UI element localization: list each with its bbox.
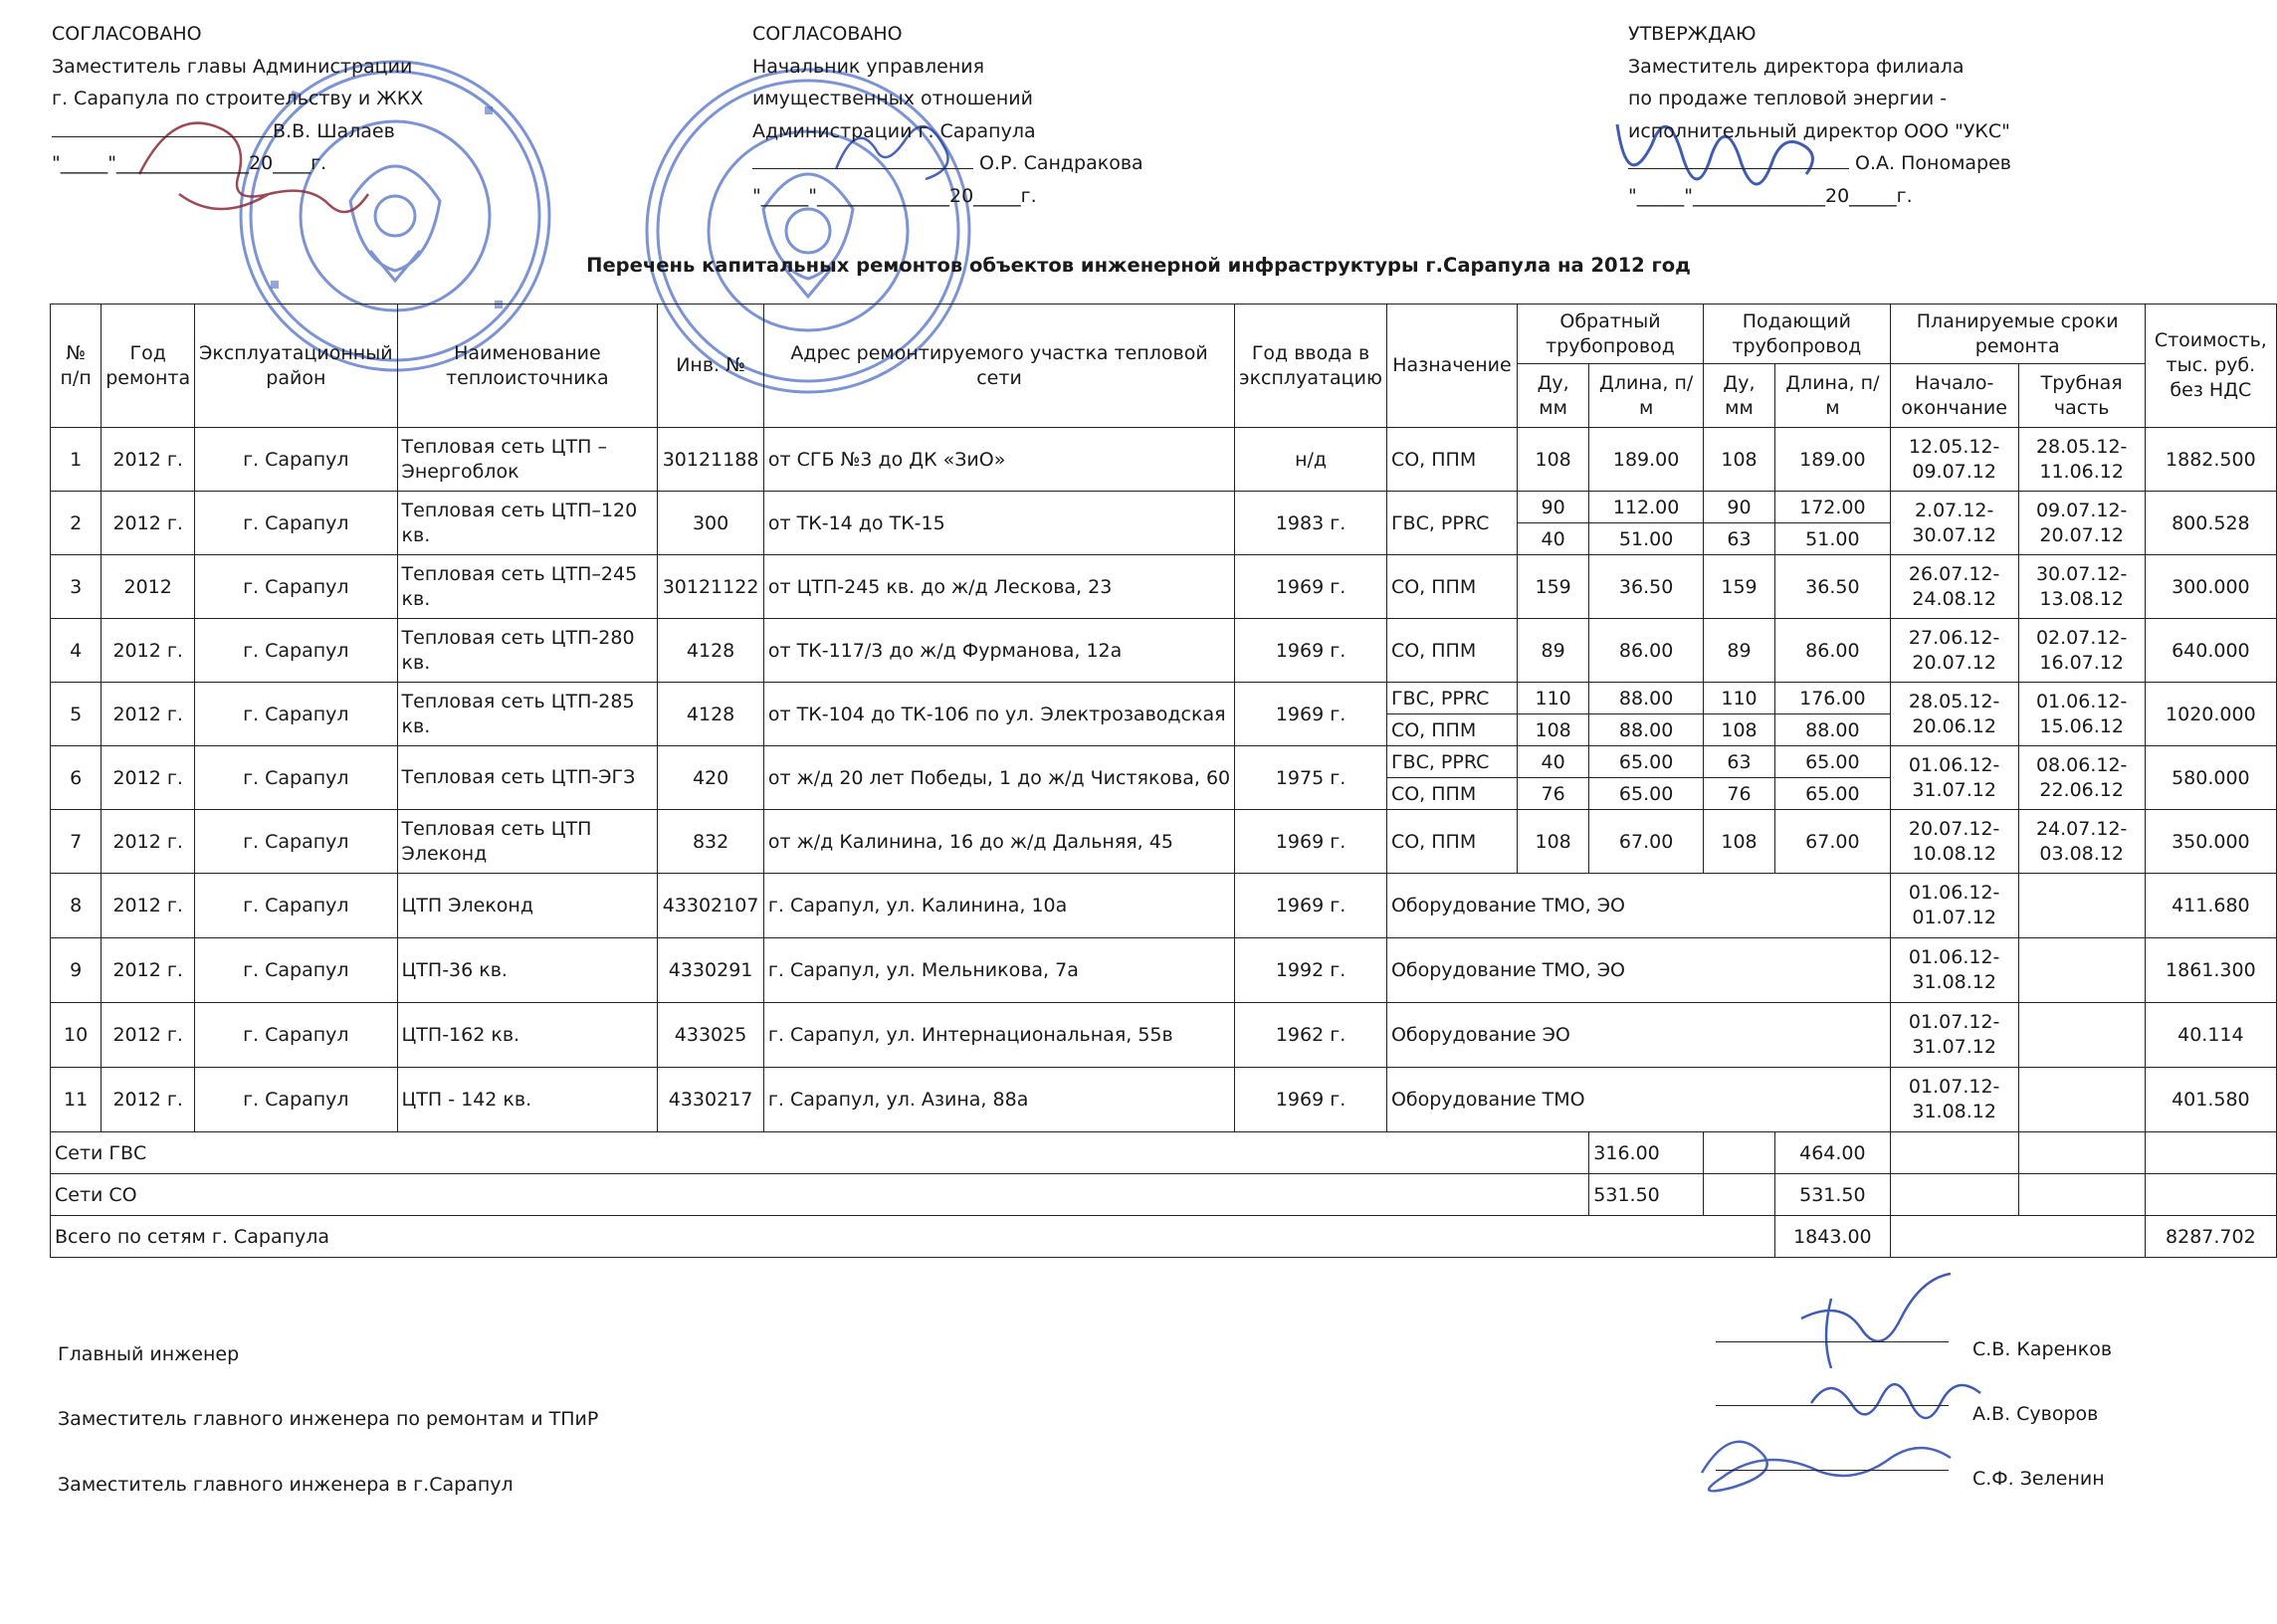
cell-num: 6 <box>51 746 102 810</box>
cell-return-du: 76 <box>1517 778 1588 810</box>
cell-address: от ж/д 20 лет Победы, 1 до ж/д Чистякова, 60 <box>763 746 1234 810</box>
cell-start-end: 27.06.12-20.07.12 <box>1890 619 2018 683</box>
signature-name: С.В. Каренков <box>1972 1338 2113 1360</box>
approval-name-line <box>1628 147 2011 180</box>
cell-year: 2012 г. <box>102 1003 195 1068</box>
col-header-commission: Год ввода в эксплуатацию <box>1235 304 1387 428</box>
approval-line: Заместитель директора филиала <box>1628 55 1965 78</box>
cell-purpose: СО, ППМ <box>1386 778 1517 810</box>
cell-inv: 4128 <box>658 683 764 746</box>
cell-purpose: СО, ППМ <box>1386 428 1517 492</box>
cell-return-length: 112.00 <box>1589 492 1704 523</box>
cell-pipe-part <box>2018 1003 2145 1068</box>
empty-cell <box>2018 1174 2145 1216</box>
cell-return-length: 65.00 <box>1589 746 1704 778</box>
col-header-name: Наименование теплоисточника <box>397 304 658 428</box>
table-row <box>51 746 2277 778</box>
cell-supply-length: 67.00 <box>1775 810 1891 874</box>
cell-purpose: ГВС, PPRC <box>1386 683 1517 714</box>
col-header-num: № п/п <box>51 304 102 428</box>
cell-return-length: 86.00 <box>1589 619 1704 683</box>
approval-line: Заместитель главы Администрации <box>52 55 413 78</box>
cell-equipment: Оборудование ТМО <box>1386 1068 1890 1132</box>
cell-name: Тепловая сеть ЦТП – Энергоблок <box>397 428 658 492</box>
cell-pipe-part: 02.07.12-16.07.12 <box>2018 619 2145 683</box>
cell-inv: 420 <box>658 746 764 810</box>
cell-return-length: 51.00 <box>1589 523 1704 555</box>
cell-purpose: СО, ППМ <box>1386 555 1517 619</box>
cell-district: г. Сарапул <box>195 555 397 619</box>
cell-pipe-part: 08.06.12-22.06.12 <box>2018 746 2145 810</box>
cell-inv: 832 <box>658 810 764 874</box>
cell-year: 2012 г. <box>102 492 195 555</box>
cell-return-du: 89 <box>1517 619 1588 683</box>
cell-purpose: СО, ППМ <box>1386 619 1517 683</box>
cell-return-du: 90 <box>1517 492 1588 523</box>
cell-cost: 580.000 <box>2145 746 2276 810</box>
cell-purpose: СО, ППМ <box>1386 714 1517 746</box>
approval-line: по продаже тепловой энергии - <box>1628 88 1948 109</box>
cell-address: г. Сарапул, ул. Мельникова, 7а <box>763 938 1234 1003</box>
col-header-supply-du: Ду, мм <box>1703 364 1774 428</box>
cell-year: 2012 <box>102 555 195 619</box>
cell-year: 2012 г. <box>102 938 195 1003</box>
table-row <box>51 1068 2277 1132</box>
cell-pipe-part: 28.05.12-11.06.12 <box>2018 428 2145 492</box>
empty-cell <box>1890 1174 2018 1216</box>
cell-name: ЦТП-36 кв. <box>397 938 658 1003</box>
cell-supply-du: 108 <box>1703 714 1774 746</box>
empty-cell <box>2145 1174 2276 1216</box>
col-header-return-du: Ду, мм <box>1517 364 1588 428</box>
table-row <box>51 492 2277 523</box>
cell-pipe-part: 24.07.12-03.08.12 <box>2018 810 2145 874</box>
signature-role: Главный инженер <box>58 1343 240 1365</box>
cell-commission: 1969 г. <box>1235 810 1387 874</box>
cell-inv: 433025 <box>658 1003 764 1068</box>
cell-commission: 1969 г. <box>1235 619 1387 683</box>
signature-name: А.В. Суворов <box>1972 1403 2099 1425</box>
approval-date: "_____"______________20____г. <box>52 152 327 174</box>
table-row <box>51 1003 2277 1068</box>
cell-return-length: 88.00 <box>1589 714 1704 746</box>
approval-block-2 <box>752 18 1143 212</box>
signature-scribble-zelenin <box>1682 1423 1970 1503</box>
col-header-start-end: Начало-окончание <box>1890 364 2018 428</box>
cell-district: г. Сарапул <box>195 1003 397 1068</box>
col-header-supply-pipe: Подающий трубопровод <box>1703 304 1890 364</box>
col-header-supply-length: Длина, п/м <box>1775 364 1891 428</box>
cell-cost: 640.000 <box>2145 619 2276 683</box>
empty-cell <box>1703 1132 1774 1174</box>
cell-start-end: 01.07.12-31.08.12 <box>1890 1068 2018 1132</box>
cell-num: 10 <box>51 1003 102 1068</box>
cell-commission: 1983 г. <box>1235 492 1387 555</box>
col-header-inv: Инв. № <box>658 304 764 428</box>
cell-year: 2012 г. <box>102 874 195 938</box>
signature-line <box>1716 1341 1949 1342</box>
cell-return-du: 108 <box>1517 714 1588 746</box>
cell-purpose: ГВС, PPRC <box>1386 492 1517 555</box>
cell-equipment: Оборудование ЭО <box>1386 1003 1890 1068</box>
grand-total-cost: 8287.702 <box>2145 1216 2276 1258</box>
table-row <box>51 555 2277 619</box>
table-row <box>51 874 2277 938</box>
cell-return-du: 159 <box>1517 555 1588 619</box>
cell-name: Тепловая сеть ЦТП-280 кв. <box>397 619 658 683</box>
cell-return-du: 110 <box>1517 683 1588 714</box>
cell-pipe-part <box>2018 938 2145 1003</box>
cell-cost: 401.580 <box>2145 1068 2276 1132</box>
cell-return-du: 40 <box>1517 523 1588 555</box>
cell-cost: 1882.500 <box>2145 428 2276 492</box>
col-header-pipe-part: Трубная часть <box>2018 364 2145 428</box>
cell-purpose: СО, ППМ <box>1386 810 1517 874</box>
cell-start-end: 26.07.12-24.08.12 <box>1890 555 2018 619</box>
empty-cell <box>1703 1174 1774 1216</box>
cell-year: 2012 г. <box>102 1068 195 1132</box>
col-header-district: Эксплуатационный район <box>195 304 397 428</box>
cell-commission: 1969 г. <box>1235 555 1387 619</box>
grand-total-label: Всего по сетям г. Сарапула <box>51 1216 1775 1258</box>
cell-num: 9 <box>51 938 102 1003</box>
cell-supply-du: 90 <box>1703 492 1774 523</box>
cell-cost: 40.114 <box>2145 1003 2276 1068</box>
cell-supply-du: 108 <box>1703 810 1774 874</box>
cell-address: г. Сарапул, ул. Азина, 88а <box>763 1068 1234 1132</box>
cell-pipe-part <box>2018 1068 2145 1132</box>
cell-supply-length: 36.50 <box>1775 555 1891 619</box>
cell-district: г. Сарапул <box>195 810 397 874</box>
totals-supply-length: 531.50 <box>1775 1174 1891 1216</box>
cell-supply-length: 189.00 <box>1775 428 1891 492</box>
cell-supply-du: 63 <box>1703 746 1774 778</box>
col-header-address: Адрес ремонтируемого участка тепловой сети <box>763 304 1234 428</box>
cell-commission: н/д <box>1235 428 1387 492</box>
totals-label: Сети ГВС <box>51 1132 1589 1174</box>
approval-line: Администрации г. Сарапула <box>752 119 1036 142</box>
cell-inv: 4330291 <box>658 938 764 1003</box>
cell-return-du: 108 <box>1517 810 1588 874</box>
cell-commission: 1969 г. <box>1235 1068 1387 1132</box>
empty-cell <box>1890 1132 2018 1174</box>
totals-row <box>51 1132 2277 1174</box>
cell-address: г. Сарапул, ул. Калинина, 10а <box>763 874 1234 938</box>
cell-equipment: Оборудование ТМО, ЭО <box>1386 938 1890 1003</box>
cell-return-length: 65.00 <box>1589 778 1704 810</box>
document-title: Перечень капитальных ремонтов объектов инженерной инфраструктуры г.Сарапула на 2012 год <box>586 254 1691 277</box>
col-header-return-length: Длина, п/м <box>1589 364 1704 428</box>
table-row <box>51 619 2277 683</box>
table-row <box>51 683 2277 714</box>
cell-address: г. Сарапул, ул. Интернациональная, 55в <box>763 1003 1234 1068</box>
cell-supply-length: 65.00 <box>1775 746 1891 778</box>
cell-return-length: 88.00 <box>1589 683 1704 714</box>
cell-return-du: 108 <box>1517 428 1588 492</box>
cell-address: от ж/д Калинина, 16 до ж/д Дальняя, 45 <box>763 810 1234 874</box>
cell-inv: 4128 <box>658 619 764 683</box>
cell-return-du: 40 <box>1517 746 1588 778</box>
grand-total-length: 1843.00 <box>1775 1216 1891 1258</box>
cell-start-end: 01.06.12-31.08.12 <box>1890 938 2018 1003</box>
cell-pipe-part: 09.07.12-20.07.12 <box>2018 492 2145 555</box>
cell-address: от ТК-14 до ТК-15 <box>763 492 1234 555</box>
signature-scribble-karenkov <box>1781 1259 1980 1378</box>
cell-supply-length: 88.00 <box>1775 714 1891 746</box>
cell-num: 11 <box>51 1068 102 1132</box>
approval-heading: СОГЛАСОВАНО <box>752 23 903 45</box>
approval-name: В.В. Шалаев <box>273 119 395 142</box>
cell-address: от ТК-117/3 до ж/д Фурманова, 12а <box>763 619 1234 683</box>
approval-date: "_____"______________20_____г. <box>752 184 1037 207</box>
cell-inv: 30121188 <box>658 428 764 492</box>
cell-purpose: ГВС, PPRC <box>1386 746 1517 778</box>
cell-start-end: 20.07.12-10.08.12 <box>1890 810 2018 874</box>
cell-supply-du: 89 <box>1703 619 1774 683</box>
approval-name: О.А. Пономарев <box>1855 152 2012 174</box>
cell-district: г. Сарапул <box>195 1068 397 1132</box>
cell-name: Тепловая сеть ЦТП–120 кв. <box>397 492 658 555</box>
cell-pipe-part: 01.06.12-15.06.12 <box>2018 683 2145 746</box>
col-header-return-pipe: Обратный трубопровод <box>1517 304 1703 364</box>
cell-cost: 800.528 <box>2145 492 2276 555</box>
approval-block-1 <box>52 18 423 180</box>
cell-num: 1 <box>51 428 102 492</box>
cell-start-end: 01.06.12-31.07.12 <box>1890 746 2018 810</box>
cell-start-end: 2.07.12-30.07.12 <box>1890 492 2018 555</box>
cell-supply-length: 51.00 <box>1775 523 1891 555</box>
cell-pipe-part: 30.07.12-13.08.12 <box>2018 555 2145 619</box>
cell-pipe-part <box>2018 874 2145 938</box>
approval-line: Начальник управления <box>752 55 985 78</box>
cell-inv: 43302107 <box>658 874 764 938</box>
cell-year: 2012 г. <box>102 810 195 874</box>
cell-name: Тепловая сеть ЦТП-ЭГЗ <box>397 746 658 810</box>
empty-cell <box>2018 1132 2145 1174</box>
cell-supply-du: 110 <box>1703 683 1774 714</box>
cell-district: г. Сарапул <box>195 874 397 938</box>
cell-return-length: 67.00 <box>1589 810 1704 874</box>
approval-block-3 <box>1628 18 2011 212</box>
approval-line: имущественных отношений <box>752 88 1033 109</box>
cell-supply-du: 159 <box>1703 555 1774 619</box>
grand-total-row <box>51 1216 2277 1258</box>
cell-commission: 1969 г. <box>1235 874 1387 938</box>
signature-role: Заместитель главного инженера в г.Сарапул <box>58 1474 514 1496</box>
approval-name: О.Р. Сандракова <box>979 152 1143 174</box>
repairs-table <box>50 304 2277 1258</box>
cell-supply-length: 65.00 <box>1775 778 1891 810</box>
col-header-purpose: Назначение <box>1386 304 1517 428</box>
cell-commission: 1992 г. <box>1235 938 1387 1003</box>
cell-commission: 1962 г. <box>1235 1003 1387 1068</box>
cell-name: Тепловая сеть ЦТП-285 кв. <box>397 683 658 746</box>
cell-commission: 1975 г. <box>1235 746 1387 810</box>
cell-district: г. Сарапул <box>195 492 397 555</box>
cell-name: ЦТП-162 кв. <box>397 1003 658 1068</box>
approval-date: "_____"______________20_____г. <box>1628 184 1913 207</box>
signature-line <box>1716 1405 1949 1406</box>
cell-supply-du: 108 <box>1703 428 1774 492</box>
totals-return-length: 531.50 <box>1589 1174 1704 1216</box>
cell-name: ЦТП Элеконд <box>397 874 658 938</box>
cell-start-end: 28.05.12-20.06.12 <box>1890 683 2018 746</box>
cell-cost: 300.000 <box>2145 555 2276 619</box>
cell-name: Тепловая сеть ЦТП Элеконд <box>397 810 658 874</box>
cell-num: 8 <box>51 874 102 938</box>
cell-num: 5 <box>51 683 102 746</box>
cell-year: 2012 г. <box>102 428 195 492</box>
cell-district: г. Сарапул <box>195 619 397 683</box>
cell-cost: 1020.000 <box>2145 683 2276 746</box>
cell-start-end: 01.07.12-31.07.12 <box>1890 1003 2018 1068</box>
cell-district: г. Сарапул <box>195 746 397 810</box>
cell-year: 2012 г. <box>102 619 195 683</box>
col-header-cost: Стоимость, тыс. руб. без НДС <box>2145 304 2276 428</box>
cell-inv: 30121122 <box>658 555 764 619</box>
col-header-dates: Планируемые сроки ремонта <box>1890 304 2145 364</box>
totals-row <box>51 1174 2277 1216</box>
cell-district: г. Сарапул <box>195 428 397 492</box>
header-row <box>51 304 2277 364</box>
cell-cost: 411.680 <box>2145 874 2276 938</box>
col-header-year: Год ремонта <box>102 304 195 428</box>
cell-supply-du: 63 <box>1703 523 1774 555</box>
cell-supply-length: 172.00 <box>1775 492 1891 523</box>
approval-line: г. Сарапула по строительству и ЖКХ <box>52 88 424 109</box>
cell-district: г. Сарапул <box>195 938 397 1003</box>
cell-address: от СГБ №3 до ДК «ЗиО» <box>763 428 1234 492</box>
approval-line: исполнительный директор ООО "УКС" <box>1628 119 2010 142</box>
cell-start-end: 01.06.12-01.07.12 <box>1890 874 2018 938</box>
totals-supply-length: 464.00 <box>1775 1132 1891 1174</box>
approval-heading: УТВЕРЖДАЮ <box>1628 23 1757 45</box>
totals-return-length: 316.00 <box>1589 1132 1704 1174</box>
cell-return-length: 189.00 <box>1589 428 1704 492</box>
cell-supply-length: 176.00 <box>1775 683 1891 714</box>
cell-inv: 4330217 <box>658 1068 764 1132</box>
approval-name-line <box>752 147 1143 180</box>
cell-name: Тепловая сеть ЦТП–245 кв. <box>397 555 658 619</box>
cell-return-length: 36.50 <box>1589 555 1704 619</box>
cell-year: 2012 г. <box>102 683 195 746</box>
cell-start-end: 12.05.12-09.07.12 <box>1890 428 2018 492</box>
approval-heading: СОГЛАСОВАНО <box>52 23 202 45</box>
table-row <box>51 938 2277 1003</box>
cell-num: 7 <box>51 810 102 874</box>
empty-cell <box>1890 1216 2145 1258</box>
cell-inv: 300 <box>658 492 764 555</box>
cell-num: 4 <box>51 619 102 683</box>
approval-name-line <box>52 115 423 148</box>
cell-supply-length: 86.00 <box>1775 619 1891 683</box>
cell-cost: 1861.300 <box>2145 938 2276 1003</box>
cell-num: 2 <box>51 492 102 555</box>
cell-address: от ТК-104 до ТК-106 по ул. Электрозаводская <box>763 683 1234 746</box>
signature-name: С.Ф. Зеленин <box>1972 1468 2105 1490</box>
table-row <box>51 810 2277 874</box>
totals-label: Сети СО <box>51 1174 1589 1216</box>
cell-commission: 1969 г. <box>1235 683 1387 746</box>
table-row <box>51 428 2277 492</box>
signature-line <box>1716 1470 1949 1471</box>
cell-address: от ЦТП-245 кв. до ж/д Лескова, 23 <box>763 555 1234 619</box>
cell-equipment: Оборудование ТМО, ЭО <box>1386 874 1890 938</box>
cell-cost: 350.000 <box>2145 810 2276 874</box>
cell-num: 3 <box>51 555 102 619</box>
cell-name: ЦТП - 142 кв. <box>397 1068 658 1132</box>
cell-year: 2012 г. <box>102 746 195 810</box>
signature-role: Заместитель главного инженера по ремонтам и ТПиР <box>58 1408 599 1430</box>
cell-district: г. Сарапул <box>195 683 397 746</box>
cell-supply-du: 76 <box>1703 778 1774 810</box>
empty-cell <box>2145 1132 2276 1174</box>
